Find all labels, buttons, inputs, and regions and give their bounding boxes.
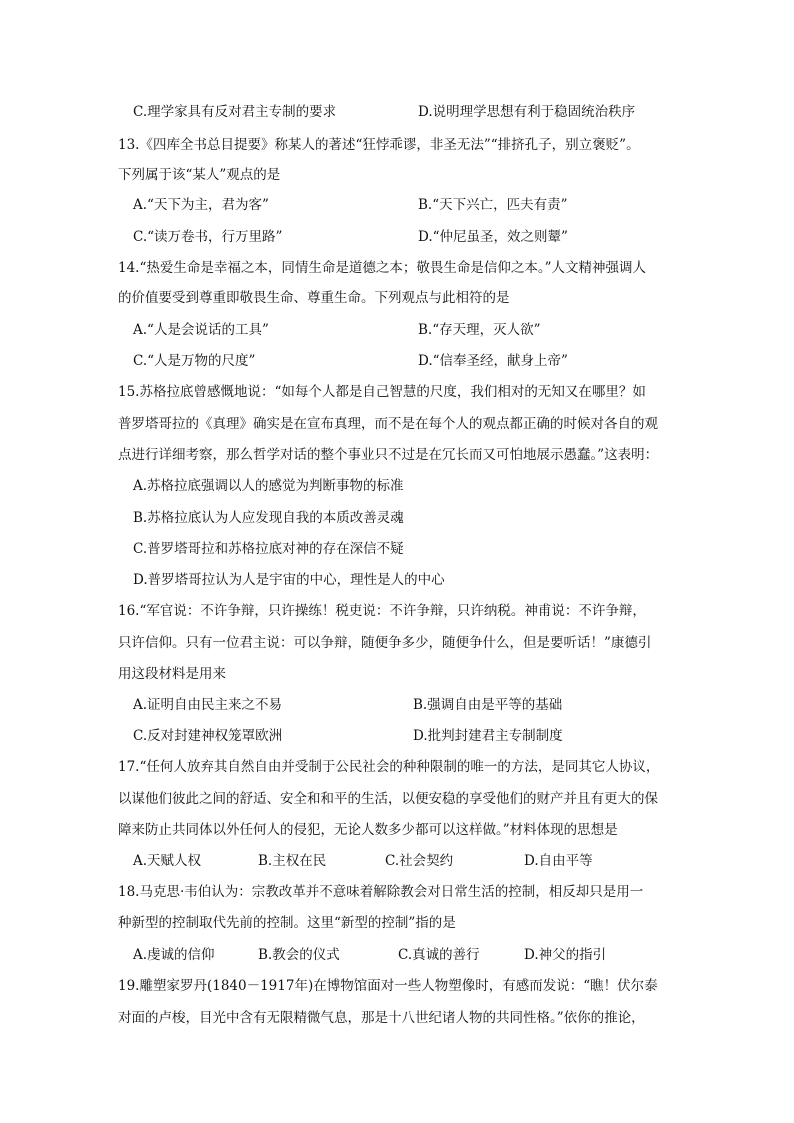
q17-option-c: C.社会契约	[385, 853, 454, 869]
q13-option-a: A.“天下为主，君为客”	[133, 197, 269, 213]
q15-stem-line-3: 点进行详细考察，那么哲学对话的整个事业只不过是在冗长而又可怕地展示愚蠢。”这表明：	[118, 447, 659, 463]
q16-option-c: C.反对封建神权笼罩欧洲	[133, 728, 283, 744]
q15-option-d: D.普罗塔哥拉认为人是宇宙的中心，理性是人的中心	[133, 572, 445, 588]
q16-option-b: B.强调自由是平等的基础	[413, 697, 563, 713]
q16-option-a: A.证明自由民主来之不易	[133, 697, 283, 713]
q15-option-a: A.苏格拉底强调以人的感觉为判断事物的标准	[133, 478, 404, 494]
q15-option-c: C.普罗塔哥拉和苏格拉底对神的存在深信不疑	[133, 541, 404, 557]
q18-option-a: A.虔诚的信仰	[133, 947, 215, 963]
q17-stem-line-3: 障来防止共同体以外任何人的侵犯，无论人数多少都可以这样做。”材料体现的思想是	[118, 822, 618, 838]
q16-option-d: D.批判封建君主专制制度	[413, 728, 563, 744]
q18-option-b: B.教会的仪式	[258, 947, 340, 963]
q18-option-c: C.真诚的善行	[398, 947, 480, 963]
q12-option-d: D.说明理学思想有利于稳固统治秩序	[418, 104, 636, 120]
q17-option-a: A.天赋人权	[133, 853, 202, 869]
q17-option-d: D.自由平等	[524, 853, 593, 869]
q19-stem-line-2: 对面的卢梭，目光中含有无限精微气息，那是十八世纪诸人物的共同性格。”依你的推论，	[118, 1010, 645, 1026]
q17-option-b: B.主权在民	[258, 853, 327, 869]
q15-stem-line-1: 15.苏格拉底曾感慨地说：“如每个人都是自己智慧的尺度，我们相对的无知又在哪里？如	[118, 384, 646, 400]
q13-option-c: C.“读万卷书，行万里路”	[133, 229, 283, 245]
q18-stem-line-1: 18.马克思·韦伯认为：宗教改革并不意味着解除教会对日常生活的控制，相反却只是用一	[118, 884, 644, 900]
q16-stem-line-2: 只许信仰。只有一位君主说：可以争辩，随便争多少，随便争什么，但是要听话！”康德引	[118, 635, 652, 651]
q13-option-d: D.“仲尼虽圣，效之则颦”	[418, 229, 568, 245]
q14-option-b: B.“存天理，灭人欲”	[418, 322, 541, 338]
q13-option-b: B.“天下兴亡，匹夫有责”	[418, 197, 568, 213]
q13-stem-line-1: 13.《四库全书总目提要》称某人的著述“狂悖乖谬，非圣无法”“排挤孔子，别立褒贬”。	[118, 137, 640, 153]
q18-option-d: D.神父的指引	[524, 947, 607, 963]
q19-stem-line-1: 19.雕塑家罗丹(1840－1917年)在博物馆面对一些人物塑像时，有感而发说：“瞧！伏尔泰	[118, 978, 658, 994]
q16-stem-line-1: 16.“军官说：不许争辩，只许操练！税吏说：不许争辩，只许纳税。神甫说：不许争辩，	[118, 603, 646, 619]
q18-stem-line-2: 种新型的控制取代先前的控制。这里“新型的控制”指的是	[118, 915, 456, 931]
q14-stem-line-2: 的价值要受到尊重即敬畏生命、尊重生命。下列观点与此相符的是	[118, 290, 510, 306]
q14-option-a: A.“人是会说话的工具”	[133, 322, 269, 338]
q15-option-b: B.苏格拉底认为人应发现自我的本质改善灵魂	[133, 510, 404, 526]
q14-stem-line-1: 14.“热爱生命是幸福之本，同情生命是道德之本；敬畏生命是信仰之本。”人文精神强调人	[118, 260, 647, 276]
q13-stem-line-2: 下列属于该“某人”观点的是	[118, 167, 281, 183]
q12-option-c: C.理学家具有反对君主专制的要求	[133, 104, 337, 120]
q17-stem-line-1: 17.“任何人放弃其自然自由并受制于公民社会的种种限制的唯一的方法，是同其它人协议，	[118, 759, 660, 775]
q14-option-c: C.“人是万物的尺度”	[133, 353, 256, 369]
q15-stem-line-2: 普罗塔哥拉的《真理》确实是在宣布真理，而不是在每个人的观点都正确的时候对各自的观	[118, 416, 658, 432]
q14-option-d: D.“信奉圣经，献身上帝”	[418, 353, 568, 369]
q17-stem-line-2: 以谋他们彼此之间的舒适、安全和和平的生活，以便安稳的享受他们的财产并且有更大的保	[118, 791, 658, 807]
q16-stem-line-3: 用这段材料是用来	[118, 666, 226, 682]
